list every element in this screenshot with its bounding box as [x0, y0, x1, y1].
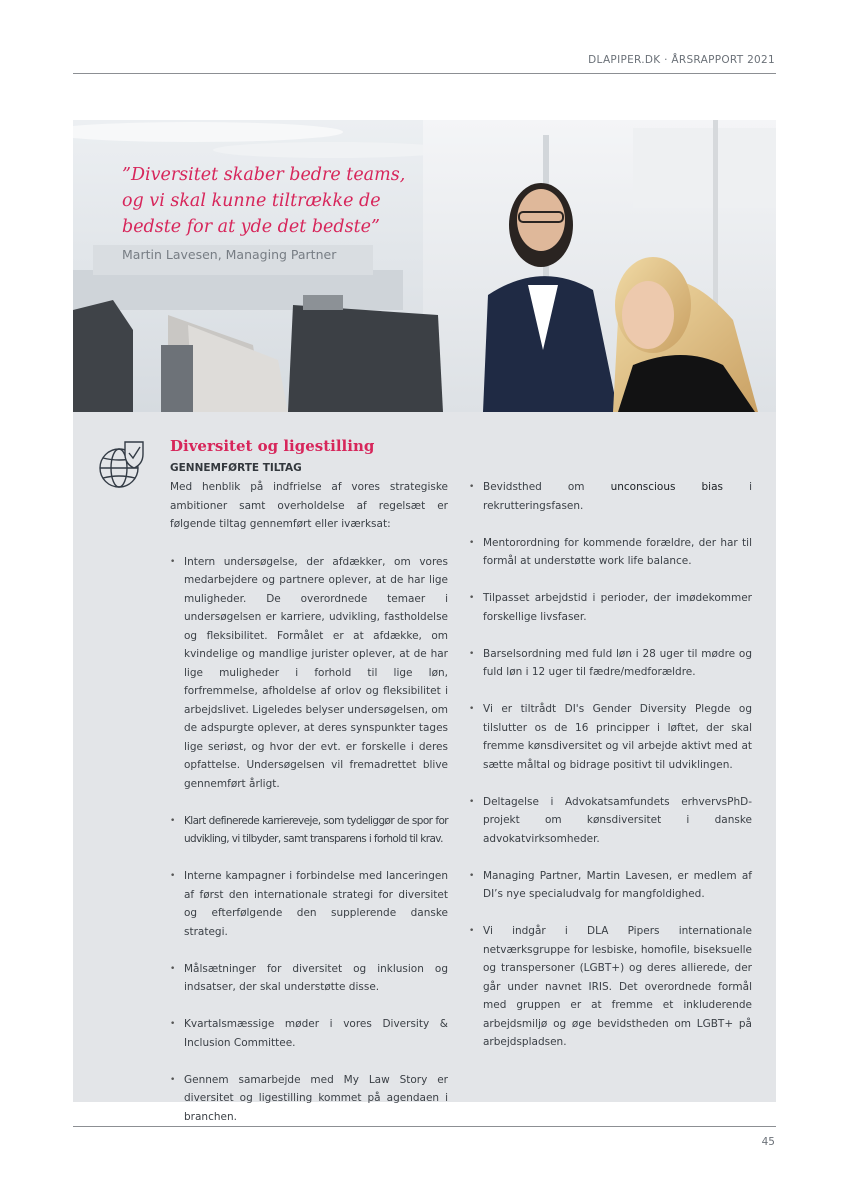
bullet-text-end: i rekrutteringsfasen.: [483, 481, 752, 512]
list-item: • Vi er tiltrådt DI's Gender Diversity Plegde og tilslutter os de 16 principper i løftet, der skal fremme kønsdiversitet og vil arbejde aktivt med at sætte måltal og bidrage positivt til udviklingen.: [469, 700, 752, 774]
list-item: • Klart definerede karriereveje, som tydeliggør de spor for udvikling, vi tilbyder, samt transparens i forhold til krav.: [170, 812, 448, 849]
list-item: • Gennem samarbejde med My Law Story er diversitet og ligestilling kommet på agendaen i branchen.: [170, 1071, 448, 1127]
list-item: • Mentorordning for kommende forældre, der har til formål at understøtte work life balance.: [469, 534, 752, 571]
footer-rule: [73, 1126, 776, 1127]
left-column: [170, 478, 448, 1145]
right-column: [469, 478, 752, 1070]
quote-author: Martin Lavesen, Managing Partner: [122, 247, 337, 262]
list-item: [469, 478, 752, 515]
list-item: • Managing Partner, Martin Lavesen, er medlem af DI’s nye specialudvalg for mangfoldighed.: [469, 867, 752, 904]
list-item: • Deltagelse i Advokatsamfundets erhvervsPhD-projekt om kønsdiversitet i danske advokatvirksomheder.: [469, 793, 752, 849]
diversity-panel: [73, 412, 776, 1123]
globe-shield-check-icon: [97, 438, 149, 490]
list-item: • Intern undersøgelse, der afdækker, om vores medarbejdere og partnere oplever, at de har lige muligheder. De overordnede temaer i undersøgelsen er karriere, udvikling, fastholdelse og fleksibilitet. Formålet er at afdække, om kvindelige og mandlige jurister oplever, at de har lige muligheder i forhold til lige løn, forfremmelse, afholdelse af orlov og fleksibilitet i arbejdslivet. Ligeledes belyser undersøgelsen, om de adspurgte oplever, at deres synspunkter tages lige seriøst, og hvor der evt. er forskelle i deres opfattelse. Undersøgelsen vil fremadrettet blive gennemført årligt.: [170, 553, 448, 794]
page-number: 45: [761, 1136, 775, 1148]
header-rule: [73, 73, 776, 74]
list-item: • Vi indgår i DLA Pipers internationale netværksgruppe for lesbiske, homofile, biseksuelle og transpersoner (LGBT+) og deres allierede, der går under navnet IRIS. Det overordnede formål med gruppen er at fremme et inkluderende arbejdsmiljø og øge bevidstheden om LGBT+ på arbejdspladsen.: [469, 922, 752, 1052]
hero-quote: ”Diversitet skaber bedre teams, og vi skal kunne tiltrække de bedste for at yde det bedste”: [122, 165, 406, 237]
section-title: Diversitet og ligestilling: [170, 437, 375, 455]
list-item: • Barselsordning med fuld løn i 28 uger til mødre og fuld løn i 12 uger til fædre/medforældre.: [469, 645, 752, 682]
list-item: • Målsætninger for diversitet og inklusion og indsatser, der skal understøtte disse.: [170, 960, 448, 997]
bullet-text-start: Bevidsthed om: [483, 481, 611, 493]
list-item: • Interne kampagner i forbindelse med lanceringen af først den internationale strategi for diversitet og efterfølgende den supplerende danske strategi.: [170, 867, 448, 941]
intro-paragraph: Med henblik på indfrielse af vores strategiske ambitioner samt overholdelse af regelsæt er følgende tiltag gennemført eller iværksat:: [170, 481, 448, 530]
unconscious-bias-term: unconscious bias: [610, 481, 724, 493]
header-publication: DLAPIPER.DK · ÅRSRAPPORT 2021: [588, 54, 775, 66]
list-item: • Kvartalsmæssige møder i vores Diversity & Inclusion Committee.: [170, 1015, 448, 1052]
hero-photo: [73, 120, 776, 412]
list-item: • Tilpasset arbejdstid i perioder, der imødekommer forskellige livsfaser.: [469, 589, 752, 626]
section-subtitle: GENNEMFØRTE TILTAG: [170, 462, 302, 474]
